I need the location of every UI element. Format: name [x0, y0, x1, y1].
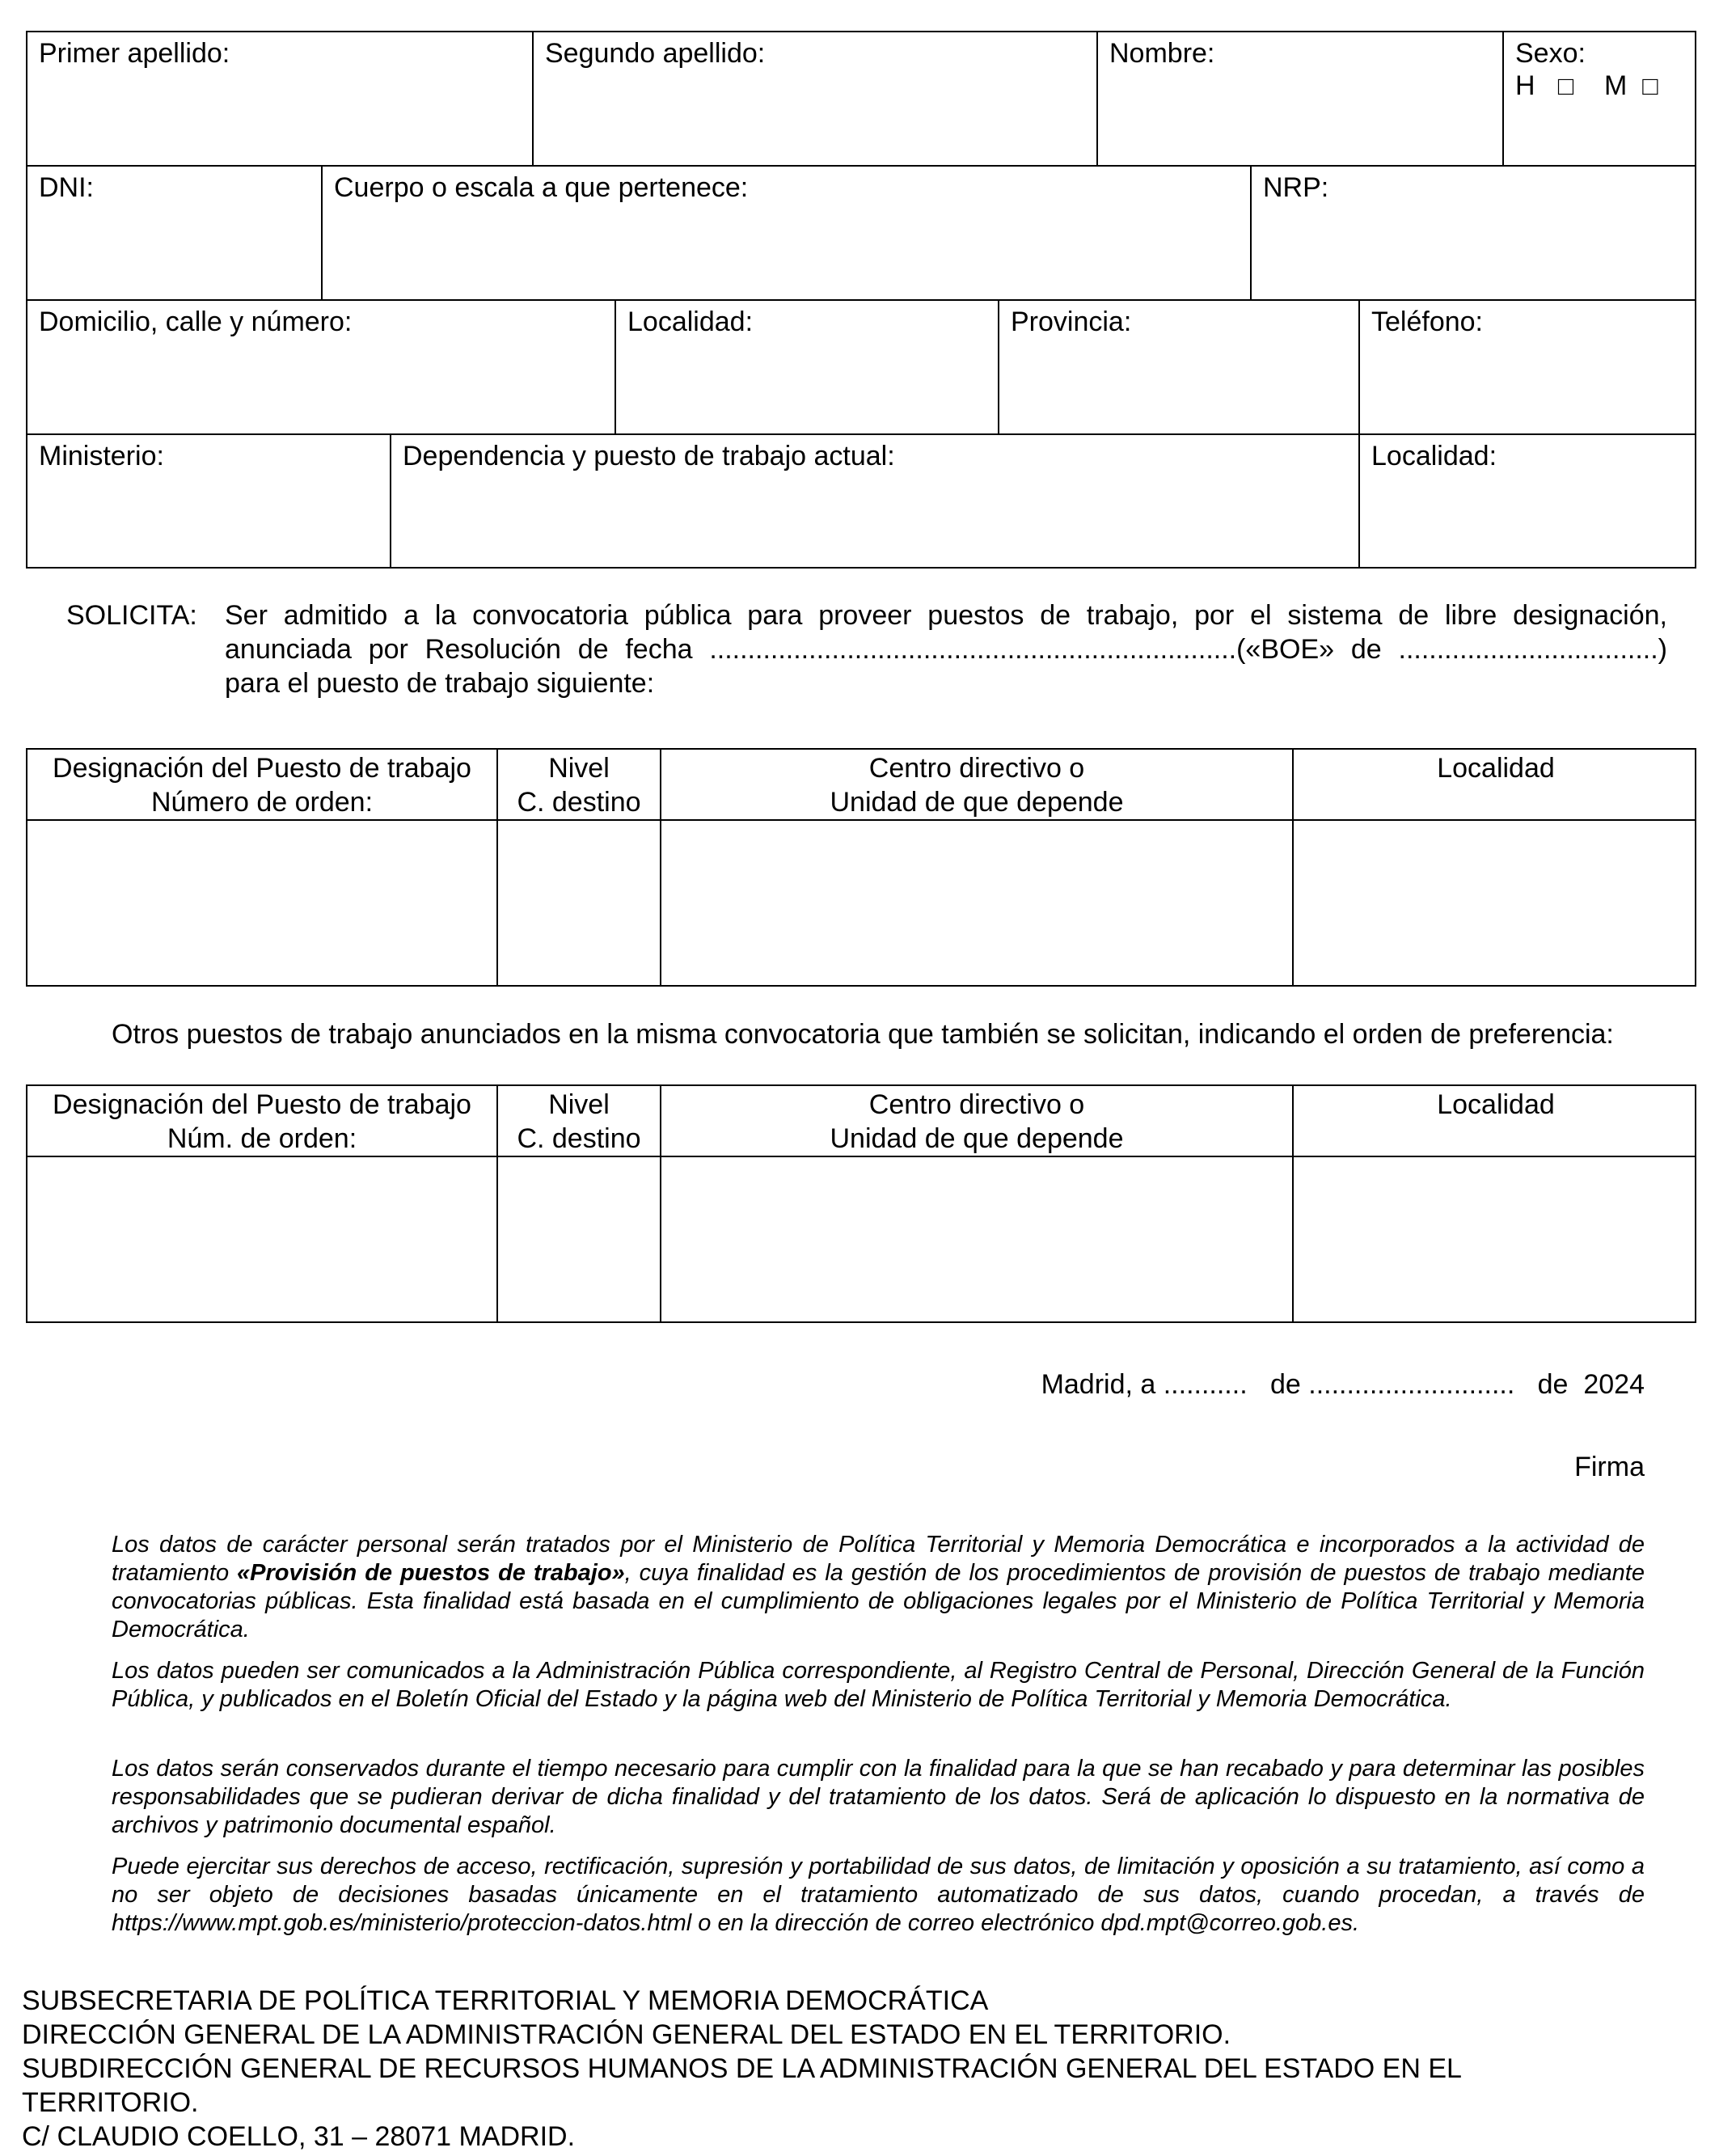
- solicita-line-1: Ser admitido a la convocatoria pública para proveer puestos de trabajo, por el sistema de libre designación,: [225, 600, 1667, 631]
- primer-apellido-label: Primer apellido:: [39, 38, 230, 69]
- nrp-field[interactable]: [1250, 167, 1698, 299]
- otros-table-row: [27, 1157, 1695, 1321]
- legal-paragraph-2: Los datos pueden ser comunicados a la Administración Pública correspondiente, al Registro Central de Personal, Dirección General de la Función Pública, y publicados en el Boletín Oficial del Estado y la página web del Ministerio de Política Territorial y Memoria Democrática.: [112, 1658, 1645, 1712]
- sexo-field: [1502, 32, 1698, 165]
- legal-paragraph-1: [112, 1531, 1645, 1644]
- sexo-h-label: H: [1515, 70, 1535, 101]
- fecha-line: Madrid, a ........... de ........................... de 2024: [1041, 1369, 1645, 1400]
- provincia-label: Provincia:: [1011, 306, 1132, 337]
- sexo-h-checkbox[interactable]: □: [1557, 71, 1574, 100]
- footer-address: [22, 1984, 1462, 2154]
- header-centro-line1: Centro directivo o: [868, 1089, 1085, 1120]
- localidad-field[interactable]: [615, 301, 998, 433]
- cell-centro[interactable]: [660, 821, 1292, 985]
- segundo-apellido-field[interactable]: [532, 32, 1096, 165]
- solicita-line-3: para el puesto de trabajo siguiente:: [225, 668, 655, 699]
- cell-designacion[interactable]: [27, 821, 496, 985]
- dni-label: DNI:: [39, 172, 94, 203]
- cell-centro[interactable]: [660, 1157, 1292, 1321]
- cell-localidad[interactable]: [1292, 1157, 1698, 1321]
- localidad-label: Localidad:: [627, 306, 754, 337]
- segundo-apellido-label: Segundo apellido:: [545, 38, 766, 69]
- header-nivel: [496, 1086, 660, 1156]
- legal-p1-bold: «Provisión de puestos de trabajo»: [237, 1560, 625, 1586]
- footer-line-1: SUBSECRETARIA DE POLÍTICA TERRITORIAL Y MEMORIA DEMOCRÁTICA: [22, 1985, 989, 2016]
- header-localidad: [1292, 750, 1698, 819]
- footer-line-3: SUBDIRECCIÓN GENERAL DE RECURSOS HUMANOS DE LA ADMINISTRACIÓN GENERAL DEL ESTADO EN EL: [22, 2053, 1462, 2084]
- sexo-label: Sexo:: [1515, 38, 1586, 69]
- header-localidad: [1292, 1086, 1698, 1156]
- header-centro-line1: Centro directivo o: [868, 753, 1085, 784]
- nombre-label: Nombre:: [1109, 38, 1215, 69]
- nrp-label: NRP:: [1263, 172, 1329, 203]
- form-row-3: [26, 299, 1696, 433]
- cell-localidad[interactable]: [1292, 821, 1698, 985]
- puesto-table-header: [27, 750, 1695, 821]
- solicita-text: [225, 598, 1667, 700]
- primer-apellido-field[interactable]: [27, 32, 532, 165]
- header-centro-line2: Unidad de que depende: [830, 787, 1124, 818]
- puesto-table-row: [27, 821, 1695, 985]
- sexo-m-label: M: [1604, 70, 1628, 101]
- telefono-label: Teléfono:: [1371, 306, 1483, 337]
- otros-puestos-table: [26, 1084, 1696, 1323]
- header-centro: [660, 1086, 1292, 1156]
- localidad-actual-field[interactable]: [1358, 435, 1698, 567]
- header-localidad-text: Localidad: [1437, 1089, 1555, 1120]
- puesto-table: [26, 748, 1696, 987]
- provincia-field[interactable]: [998, 301, 1358, 433]
- localidad-actual-label: Localidad:: [1371, 441, 1497, 471]
- form-row-2: [26, 165, 1696, 299]
- form-row-1: [26, 31, 1696, 165]
- footer-line-4: TERRITORIO.: [22, 2087, 199, 2118]
- cell-nivel[interactable]: [496, 1157, 660, 1321]
- cell-designacion[interactable]: [27, 1157, 496, 1321]
- ministerio-field[interactable]: [27, 435, 390, 567]
- cell-nivel[interactable]: [496, 821, 660, 985]
- footer-line-2: DIRECCIÓN GENERAL DE LA ADMINISTRACIÓN GENERAL DEL ESTADO EN EL TERRITORIO.: [22, 2019, 1231, 2050]
- legal-paragraph-3: Los datos serán conservados durante el tiempo necesario para cumplir con la finalidad para la que se han recabado y para determinar las posibles responsabilidades que se pudieran derivar de dicha finalidad y del tratamiento de los datos. Será de aplicación lo dispuesto en la normativa de archivos y patrimonio documental español.: [112, 1756, 1645, 1838]
- cuerpo-label: Cuerpo o escala a que pertenece:: [334, 172, 749, 203]
- header-designacion: [27, 750, 496, 819]
- cuerpo-field[interactable]: [321, 167, 1250, 299]
- header-nivel-line1: Nivel: [548, 1089, 610, 1120]
- header-designacion-line1: Designación del Puesto de trabajo: [53, 753, 471, 784]
- header-designacion-line2: Número de orden:: [150, 787, 374, 818]
- sexo-m-checkbox[interactable]: □: [1642, 71, 1658, 100]
- header-centro-line2: Unidad de que depende: [830, 1123, 1124, 1154]
- domicilio-field[interactable]: [27, 301, 615, 433]
- solicita-label: SOLICITA:: [66, 600, 197, 631]
- legal-p1-a: Los datos de carácter personal serán tratados por el Ministerio de Política Territorial y Memoria Democrática e incorporados a la actividad de tratamiento: [112, 1532, 1645, 1586]
- dependencia-label: Dependencia y puesto de trabajo actual:: [403, 441, 895, 471]
- footer-line-5: C/ CLAUDIO COELLO, 31 – 28071 MADRID.: [22, 2121, 576, 2152]
- nombre-field[interactable]: [1096, 32, 1502, 165]
- header-designacion: [27, 1086, 496, 1156]
- header-nivel-line2: C. destino: [517, 787, 641, 818]
- header-localidad-text: Localidad: [1437, 753, 1555, 784]
- ministerio-label: Ministerio:: [39, 441, 164, 471]
- sexo-options: [1515, 70, 1687, 102]
- otros-puestos-text: Otros puestos de trabajo anunciados en la misma convocatoria que también se solicitan, indicando el orden de preferencia:: [112, 1019, 1614, 1050]
- dependencia-field[interactable]: [390, 435, 1358, 567]
- header-nivel: [496, 750, 660, 819]
- form-row-4: [26, 433, 1696, 569]
- legal-paragraph-4: Puede ejercitar sus derechos de acceso, rectificación, supresión y portabilidad de sus datos, de limitación y oposición a su tratamiento, así como a no ser objeto de decisiones basadas únicamente en el tratamiento automatizado de sus datos, cuando procedan, a través de https://www.mpt.gob.es/ministerio/proteccion-datos.html o en la dirección de correo electrónico dpd.mpt@correo.gob.es.: [112, 1854, 1645, 1936]
- telefono-field[interactable]: [1358, 301, 1698, 433]
- dni-field[interactable]: [27, 167, 321, 299]
- firma-label: Firma: [1574, 1452, 1645, 1482]
- legal-p1-b: , cuya finalidad es la gestión de los procedimientos de provisión de puestos de trabajo mediante convocatorias públicas. Esta finalidad está basada en el cumplimiento de obligaciones legales por el Ministerio de Política Territorial y Memoria Democrática.: [112, 1560, 1645, 1642]
- solicita-line-2: anunciada por Resolución de fecha .....................................................................(«BOE» de ..................................): [225, 634, 1667, 665]
- otros-table-header: [27, 1086, 1695, 1157]
- domicilio-label: Domicilio, calle y número:: [39, 306, 353, 337]
- header-centro: [660, 750, 1292, 819]
- header-nivel-line2: C. destino: [517, 1123, 641, 1154]
- header-designacion-line1: Designación del Puesto de trabajo: [53, 1089, 471, 1120]
- header-designacion-line2: Núm. de orden:: [167, 1123, 357, 1154]
- header-nivel-line1: Nivel: [548, 753, 610, 784]
